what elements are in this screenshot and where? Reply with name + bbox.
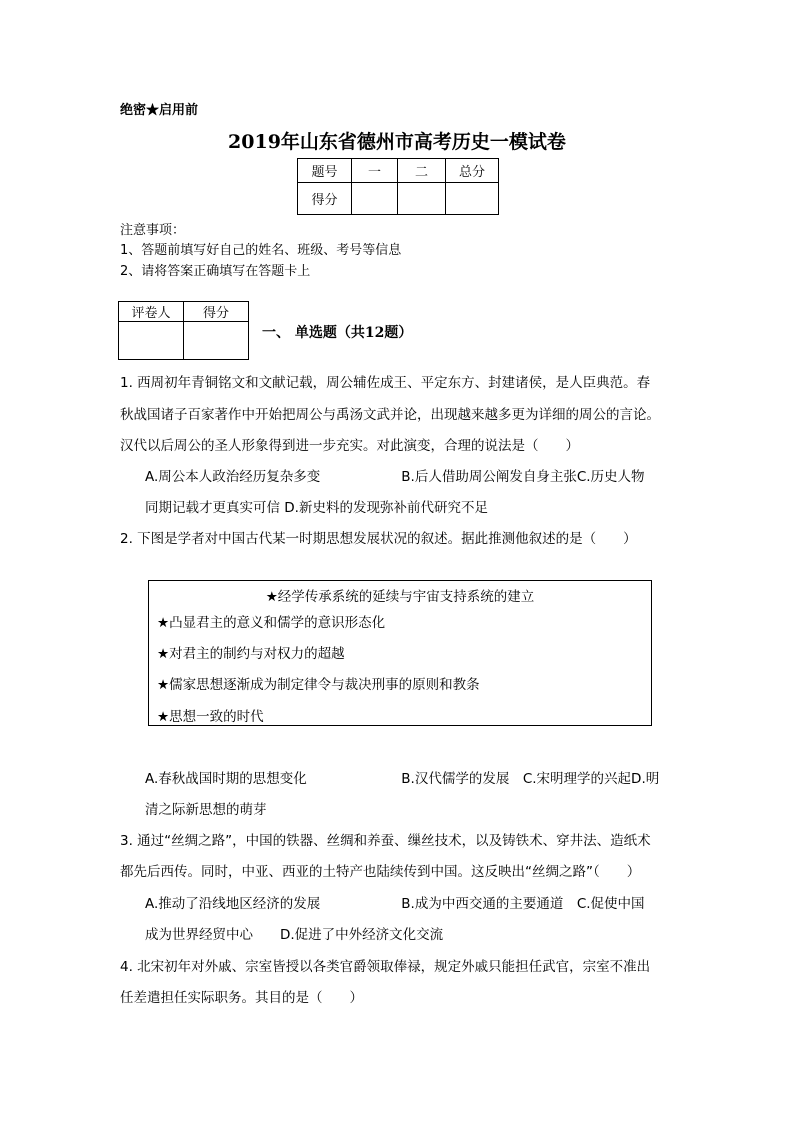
quote-box-item: ★思想一致的时代 (157, 709, 264, 725)
score-table-header: 二 (398, 159, 446, 183)
question-2-quote-box (148, 580, 652, 726)
question-4-line: 4. 北宋初年对外戚、宗室皆授以各类官爵领取俸禄，规定外戚只能担任武官，宗室不准出 (120, 959, 651, 975)
notes-heading: 注意事项： (120, 223, 186, 238)
question-1-options: A.周公本人政治经历复杂多变 B.后人借助周公阐发自身主张C.历史人物 (145, 469, 645, 485)
question-4-line: 任差遣担任实际职务。其目的是（ ） (120, 990, 363, 1006)
quote-box-item: ★儒家思想逐渐成为制定律令与裁决刑事的原则和教条 (157, 677, 480, 693)
question-2-options: 清之际新思想的萌芽 (145, 802, 267, 818)
question-2-line: 2. 下图是学者对中国古代某一时期思想发展状况的叙述。据此推测他叙述的是（ ） (120, 531, 637, 547)
quote-box-item: ★凸显君主的意义和儒学的意识形态化 (157, 615, 386, 631)
score-table (297, 158, 499, 215)
confidential-label: 绝密★启用前 (120, 103, 199, 118)
question-3-options: A.推动了沿线地区经济的发展 B.成为中西交通的主要通道 C.促使中国 (145, 896, 645, 912)
score-table-header: 总分 (446, 159, 499, 183)
notes-item: 2、请将答案正确填写在答题卡上 (120, 264, 311, 279)
question-3-line: 都先后西传。同时，中亚、西亚的土特产也陆续传到中国。这反映出“丝绸之路”（ ） (120, 864, 641, 880)
question-3-options: 成为世界经贸中心 D.促进了中外经济文化交流 (145, 927, 444, 943)
score-table-row-label: 得分 (298, 183, 352, 215)
score-table-header: 一 (352, 159, 398, 183)
section-title: 一、 单选题（共12题） (262, 325, 413, 341)
exam-title: 2019年山东省德州市高考历史一模试卷 (228, 131, 566, 153)
grader-table (118, 301, 249, 360)
notes-item: 1、答题前填写好自己的姓名、班级、考号等信息 (120, 243, 402, 258)
question-2-options: A.春秋战国时期的思想变化 B.汉代儒学的发展 C.宋明理学的兴起D.明 (145, 771, 660, 787)
score-table-header: 题号 (298, 159, 352, 183)
question-1-line: 汉代以后周公的圣人形象得到进一步充实。对此演变，合理的说法是（ ） (120, 438, 579, 454)
grader-cell (119, 322, 184, 360)
question-1-line: 秋战国诸子百家著作中开始把周公与禹汤文武并论，出现越来越多更为详细的周公的言论。 (120, 407, 660, 423)
score-cell (398, 183, 446, 215)
quote-box-item: ★对君主的制约与对权力的超越 (157, 646, 345, 662)
grader-cell (184, 322, 249, 360)
question-1-options: 同期记载才更真实可信 D.新史料的发现弥补前代研究不足 (145, 500, 488, 516)
grader-table-header: 评卷人 (119, 302, 184, 322)
score-cell (352, 183, 398, 215)
question-1-line: 1. 西周初年青铜铭文和文献记载，周公辅佐成王、平定东方、封建诸侯，是人臣典范。春 (120, 375, 651, 391)
grader-table-header: 得分 (184, 302, 249, 322)
question-3-line: 3. 通过“丝绸之路”，中国的铁器、丝绸和养蚕、缫丝技术，以及铸铁术、穿井法、造纸术 (120, 833, 651, 849)
quote-box-heading: ★经学传承系统的延续与宇宙支持系统的建立 (265, 589, 535, 605)
score-cell (446, 183, 499, 215)
